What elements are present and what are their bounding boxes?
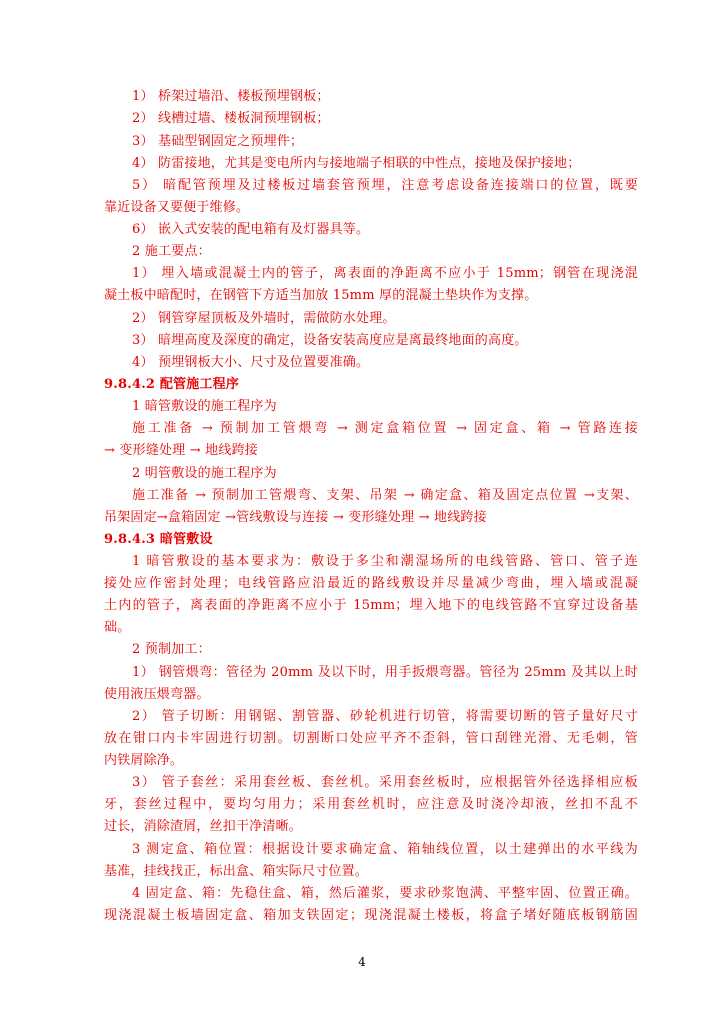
text-line: 2 明管敷设的施工程序为 — [132, 466, 277, 481]
text-line: 土内的管子，离表面的净距离不应小于 15mm；埋入地下的电线管路不宜穿过设备基 — [104, 598, 638, 613]
text-line: 施工准备 → 预制加工管煨弯 → 测定盒箱位置 → 固定盒、箱 → 管路连接 — [132, 421, 638, 436]
text-line: 3 测定盒、箱位置：根据设计要求确定盒、箱轴线位置，以土建弹出的水平线为 — [132, 842, 638, 857]
text-line: 2） 钢管穿屋顶板及外墙时，需做防水处理。 — [132, 311, 396, 326]
text-line: 5） 暗配管预埋及过楼板过墙套管预埋，注意考虑设备连接端口的位置，既要 — [132, 178, 638, 193]
text-line: → 变形缝处理 → 地线跨接 — [104, 443, 258, 458]
section-heading: 9.8.4.3 暗管敷设 — [104, 532, 213, 547]
text-line: 1） 埋入墙或混凝土内的管子，离表面的净距离不应小于 15mm；钢管在现浇混 — [132, 266, 638, 281]
text-line: 3） 管子套丝：采用套丝板、套丝机。采用套丝板时，应根据管外径选择相应板 — [132, 775, 638, 790]
text-line: 1） 钢管煨弯：管径为 20mm 及以下时，用手扳煨弯器。管径为 25mm 及其以上时 — [132, 665, 638, 680]
text-line: 基准，挂线找正，标出盒、箱实际尺寸位置。 — [104, 864, 369, 879]
text-line: 2） 线槽过墙、楼板洞预埋钢板； — [132, 111, 330, 126]
text-line: 2 预制加工： — [132, 642, 211, 657]
text-line: 过长，消除渣屑，丝扣干净清晰。 — [104, 819, 303, 834]
text-line: 放在钳口内卡牢固进行切割。切割断口处应平齐不歪斜，管口刮锉光滑、无毛刺，管 — [104, 731, 638, 746]
text-line: 内铁屑除净。 — [104, 753, 184, 768]
text-line: 牙，套丝过程中，要均匀用力；采用套丝机时，应注意及时浇冷却液，丝扣不乱不 — [104, 797, 638, 812]
text-line: 础。 — [104, 620, 131, 635]
text-line: 接处应作密封处理；电线管路应沿最近的路线敷设并尽量减少弯曲，埋入墙或混凝 — [104, 576, 638, 591]
text-line: 施工准备 → 预制加工管煨弯、支架、吊架 → 确定盒、箱及固定点位置 →支架、 — [132, 488, 638, 503]
text-line: 3） 暗埋高度及深度的确定，设备安装高度应是离最终地面的高度。 — [132, 333, 528, 348]
text-line: 1 暗管敷设的施工程序为 — [132, 399, 277, 414]
text-line: 使用液压煨弯器。 — [104, 687, 210, 702]
text-line: 靠近设备又要便于维修。 — [104, 200, 250, 215]
text-line: 凝土板中暗配时，在钢管下方适当加放 15mm 厚的混凝土垫块作为支撑。 — [104, 288, 538, 303]
text-line: 1 暗管敷设的基本要求为：敷设于多尘和潮湿场所的电线管路、管口、管子连 — [132, 554, 638, 569]
text-line: 4） 预埋钢板大小、尺寸及位置要准确。 — [132, 355, 370, 370]
page-number: 4 — [358, 955, 366, 969]
section-heading: 9.8.4.2 配管施工程序 — [104, 377, 240, 392]
text-line: 4 固定盒、箱：先稳住盒、箱，然后灌浆，要求砂浆饱满、平整牢固、位置正确。 — [132, 886, 638, 901]
text-line: 2 施工要点： — [132, 244, 211, 259]
text-line: 2） 管子切断：用钢锯、割管器、砂轮机进行切管，将需要切断的管子量好尺寸 — [132, 709, 638, 724]
text-line: 3） 基础型钢固定之预埋件； — [132, 134, 304, 149]
text-line: 4） 防雷接地，尤其是变电所内与接地端子相联的中性点，接地及保护接地； — [132, 156, 581, 171]
text-line: 6） 嵌入式安装的配电箱有及灯器具等。 — [132, 222, 370, 237]
text-line: 1） 桥架过墙沿、楼板预埋钢板； — [132, 89, 330, 104]
text-line: 现浇混凝土板墙固定盒、箱加支铁固定；现浇混凝土楼板，将盒子堵好随底板钢筋固 — [104, 908, 638, 923]
text-line: 吊架固定→盒箱固定 →管线敷设与连接 → 变形缝处理 → 地线跨接 — [104, 510, 487, 525]
